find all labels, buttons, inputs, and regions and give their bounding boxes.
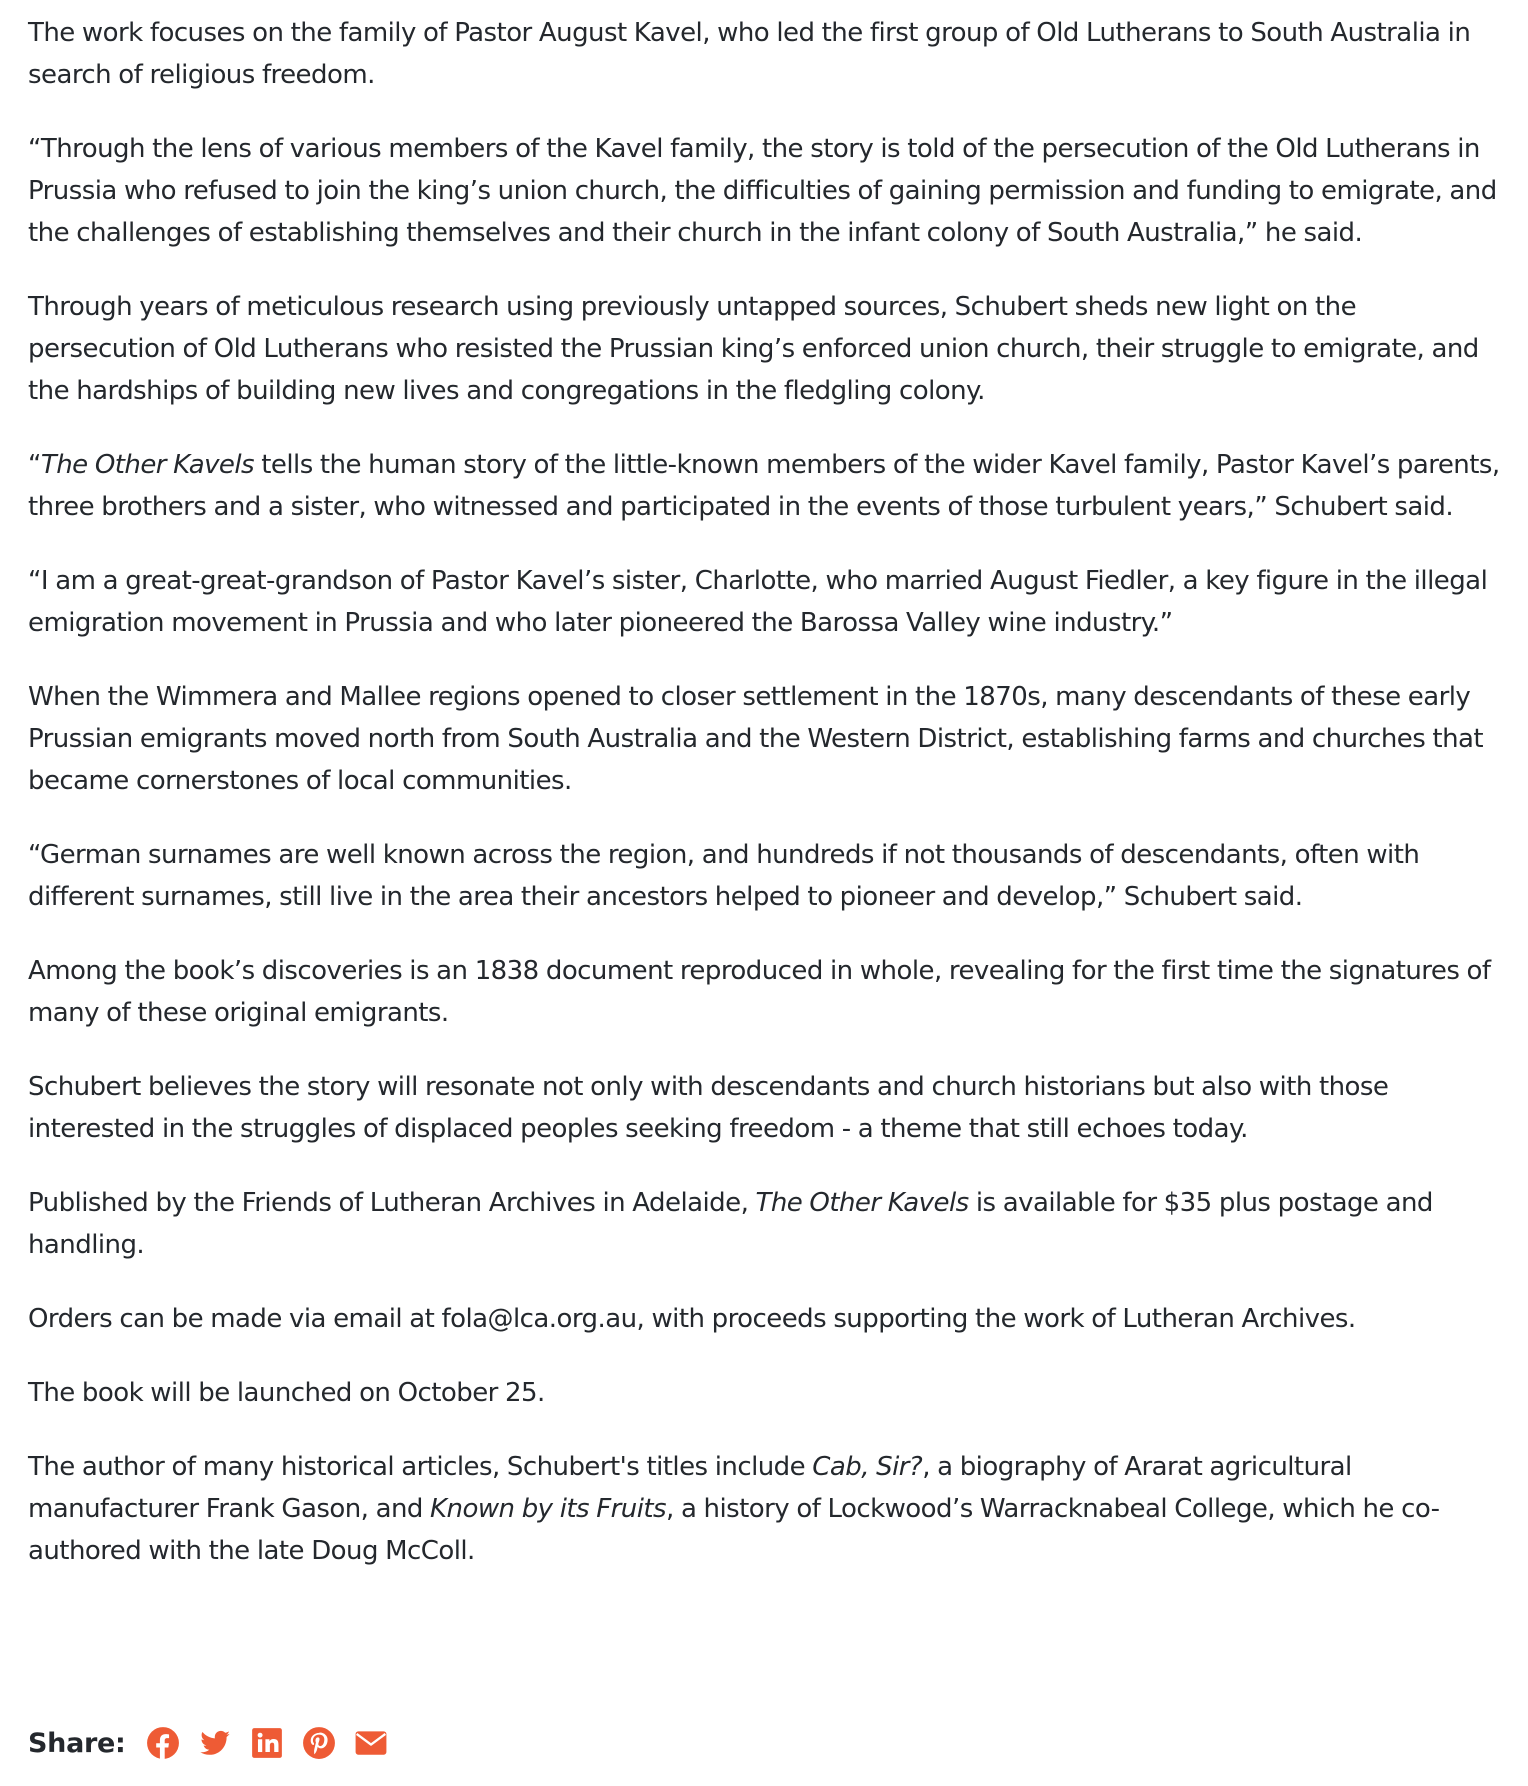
- share-label: Share:: [28, 1727, 126, 1759]
- paragraph-text: “: [28, 450, 41, 480]
- book-title: The Other Kavels: [755, 1188, 969, 1218]
- article-paragraph: [28, 286, 1508, 412]
- article-paragraph: [28, 834, 1508, 918]
- book-title: The Other Kavels: [40, 450, 255, 480]
- paragraph-text: Schubert believes the story will resonate not only with descendants and church historians but also with those interested in the struggles of displaced peoples seeking freedom - a theme that still echoes today.: [28, 1072, 1389, 1144]
- paragraph-text: Orders can be made via email at fola@lca.org.au, with proceeds supporting the work of Lutheran Archives.: [28, 1304, 1356, 1334]
- article-paragraph: [28, 676, 1508, 802]
- email-icon: [354, 1726, 388, 1760]
- pinterest-share-button[interactable]: [302, 1726, 336, 1760]
- paragraph-text: , a history of Lockwood’s Warracknabeal College, which he co-authored with the late Doug McColl.: [28, 1494, 1440, 1566]
- paragraph-text: The author of many historical articles, Schubert's titles include: [28, 1452, 813, 1482]
- paragraph-text: The work focuses on the family of Pastor August Kavel, who led the first group of Old Lutherans to South Australia in search of religious freedom.: [28, 18, 1471, 90]
- linkedin-share-button[interactable]: [250, 1726, 284, 1760]
- article-paragraph: [28, 1066, 1508, 1150]
- article-paragraph: [28, 12, 1508, 96]
- pinterest-icon: [302, 1726, 336, 1760]
- paragraph-text: “Through the lens of various members of the Kavel family, the story is told of the persecution of the Old Lutherans in Prussia who refused to join the king’s union church, the difficulties of gaining permission and funding to emigrate, and the challenges of establishing themselves and their church in the infant colony of South Australia,” he said.: [28, 134, 1497, 248]
- facebook-icon: [146, 1726, 180, 1760]
- article-body: [28, 12, 1508, 1604]
- facebook-share-button[interactable]: [146, 1726, 180, 1760]
- article-paragraph: [28, 444, 1508, 528]
- article-paragraph: [28, 1372, 1508, 1414]
- paragraph-text: “I am a great-great-grandson of Pastor Kavel’s sister, Charlotte, who married August Fiedler, a key figure in the illegal emigration movement in Prussia and who later pioneered the Barossa Valley wine industry.”: [28, 566, 1488, 638]
- paragraph-text: The book will be launched on October 25.: [28, 1378, 545, 1408]
- article-paragraph: [28, 1446, 1508, 1572]
- article-paragraph: [28, 1298, 1508, 1340]
- paragraph-text: When the Wimmera and Mallee regions opened to closer settlement in the 1870s, many descendants of these early Prussian emigrants moved north from South Australia and the Western District, establishing farms and churches that became cornerstones of local communities.: [28, 682, 1484, 796]
- email-share-button[interactable]: [354, 1726, 388, 1760]
- paragraph-text: Through years of meticulous research using previously untapped sources, Schubert sheds new light on the persecution of Old Lutherans who resisted the Prussian king’s enforced union church, their struggle to emigrate, and the hardships of building new lives and congregations in the fledgling colony.: [28, 292, 1479, 406]
- paragraph-text: “German surnames are well known across the region, and hundreds if not thousands of descendants, often with different surnames, still live in the area their ancestors helped to pioneer and develop,” Schubert said.: [28, 840, 1420, 912]
- article-paragraph: [28, 560, 1508, 644]
- linkedin-icon: [250, 1726, 284, 1760]
- paragraph-text: Among the book’s discoveries is an 1838 document reproduced in whole, revealing for the first time the signatures of many of these original emigrants.: [28, 956, 1491, 1028]
- paragraph-text: tells the human story of the little-known members of the wider Kavel family, Pastor Kavel’s parents, three brothers and a sister, who witnessed and participated in the events of those turbulent years,” Schubert said.: [28, 450, 1500, 522]
- twitter-share-button[interactable]: [198, 1726, 232, 1760]
- paragraph-text: , a biography of Ararat agricultural manufacturer Frank Gason, and: [28, 1452, 1352, 1524]
- article-paragraph: [28, 1182, 1508, 1266]
- article-paragraph: [28, 950, 1508, 1034]
- book-title: Known by its Fruits: [430, 1494, 667, 1524]
- article-paragraph: [28, 128, 1508, 254]
- paragraph-text: Published by the Friends of Lutheran Archives in Adelaide,: [28, 1188, 756, 1218]
- paragraph-text: is available for $35 plus postage and handling.: [28, 1188, 1433, 1260]
- twitter-icon: [198, 1726, 232, 1760]
- book-title: Cab, Sir?: [812, 1452, 923, 1482]
- share-bar: [28, 1723, 406, 1763]
